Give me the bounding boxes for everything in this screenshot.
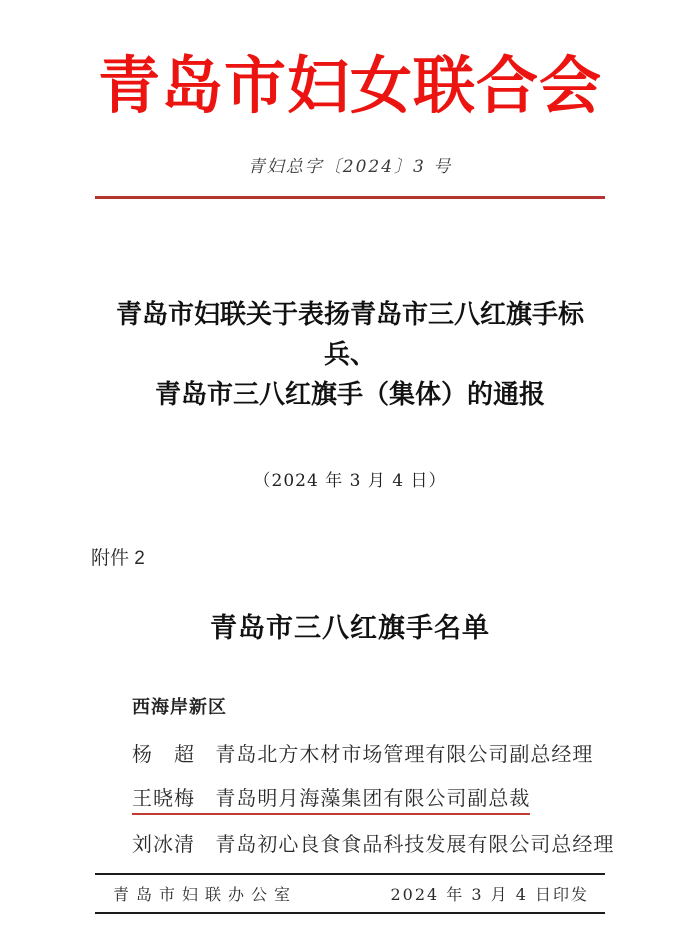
honoree-title: 青岛初心良食食品科技发展有限公司总经理 [215, 831, 615, 856]
footer-bottom-rule [95, 912, 605, 914]
document-title-line2: 青岛市三八红旗手（集体）的通报 [154, 380, 545, 411]
document-title [95, 295, 605, 416]
document-number: 青妇总字〔2024〕3 号 [247, 156, 453, 177]
organization-title: 青岛市妇女联合会 [97, 49, 602, 122]
honoree-name: 王晓梅 [132, 785, 195, 810]
document-date: （2024 年 3 月 4 日） [253, 470, 447, 491]
document-footer [95, 873, 605, 914]
list-item [132, 735, 605, 779]
honoree-title: 青岛明月海藻集团有限公司副总裁 [215, 785, 531, 810]
honoree-name: 刘冰清 [132, 831, 195, 856]
issuing-office: 青岛市妇联办公室 [113, 885, 298, 904]
red-underline [132, 785, 531, 815]
document-title-line1: 青岛市妇联关于表扬青岛市三八红旗手标兵、 [115, 299, 584, 370]
official-document-page [0, 44, 700, 930]
red-header-rule [95, 196, 605, 199]
honoree-title: 青岛北方木材市场管理有限公司副总经理 [215, 741, 594, 766]
list-item [132, 825, 615, 869]
honoree-list [132, 735, 615, 869]
honoree-name: 杨 超 [132, 741, 195, 766]
list-item-underlined [132, 779, 605, 825]
list-title: 青岛市三八红旗手名单 [210, 612, 490, 644]
print-date: 2024 年 3 月 4 日印发 [390, 885, 589, 904]
attachment-label: 附件 2 [91, 547, 145, 569]
section-heading-district: 西海岸新区 [132, 696, 227, 717]
